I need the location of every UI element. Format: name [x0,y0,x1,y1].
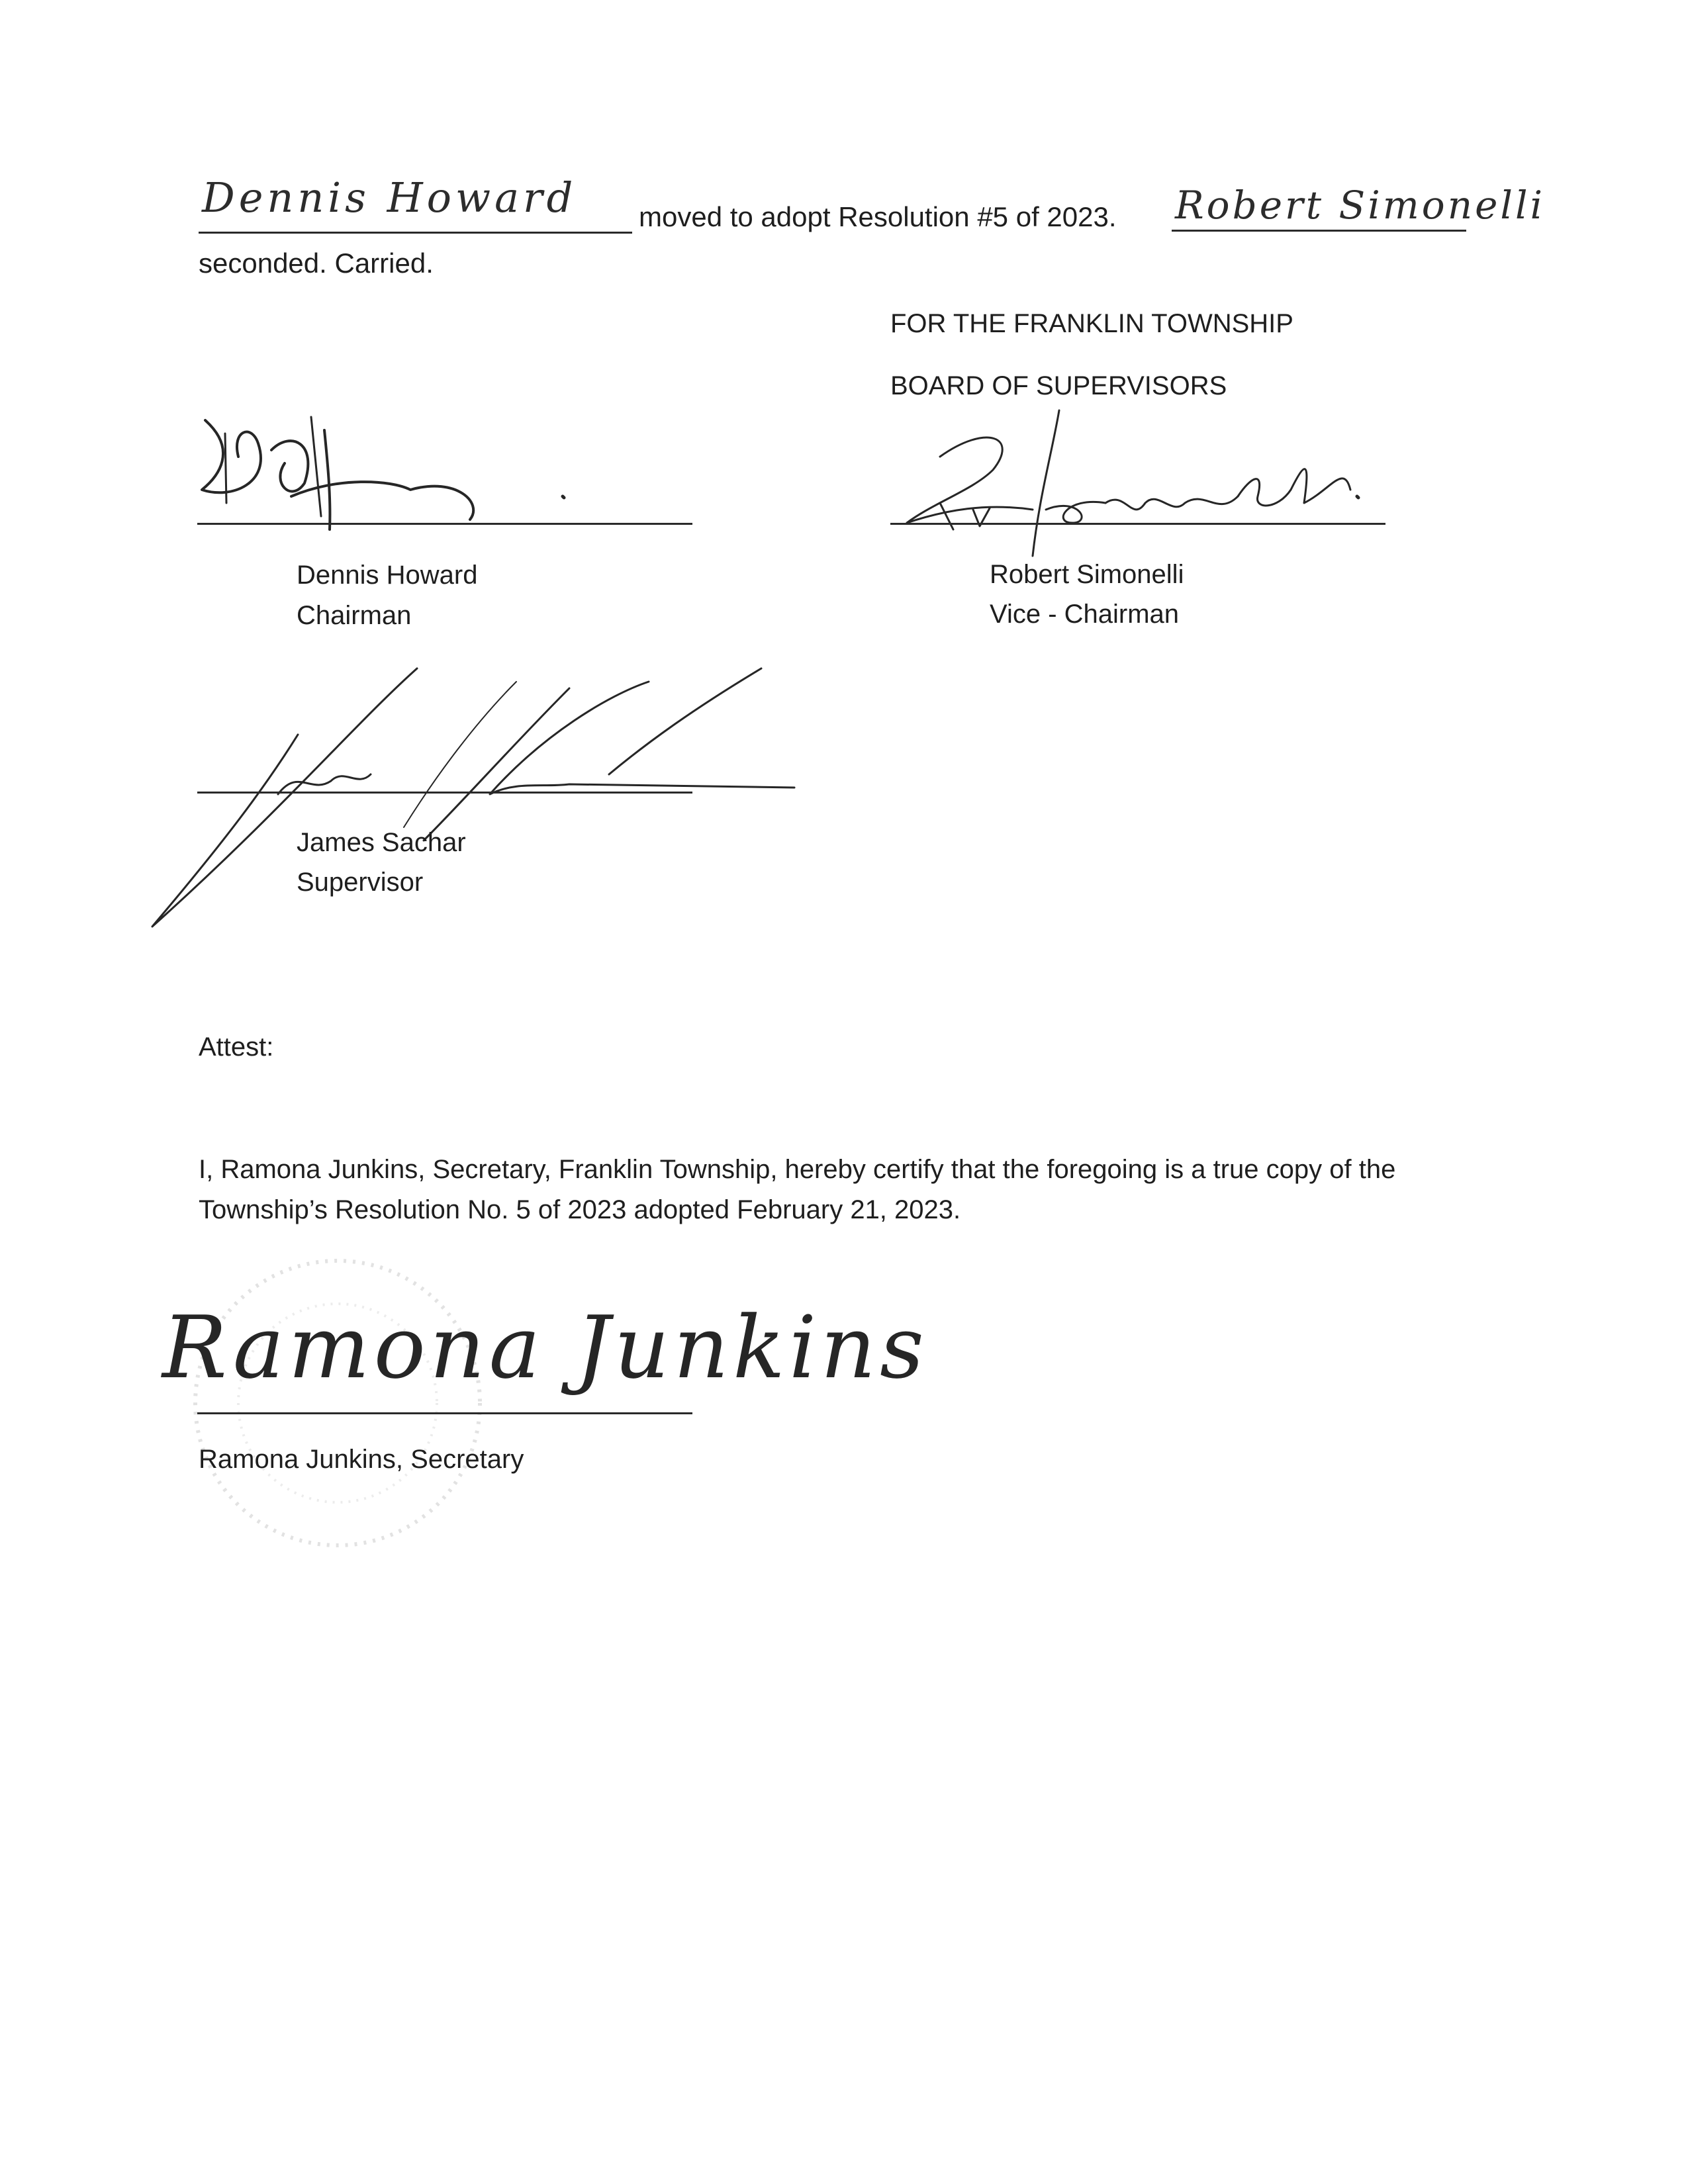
dennis-howard-name: Dennis Howard [297,561,478,590]
seconder-blank-line [1172,230,1466,232]
james-sachar-signature-line [197,792,692,794]
secretary-signature-line [197,1412,692,1414]
secretary-signature: Ramona Junkins [162,1297,928,1398]
james-sachar-title: Supervisor [297,868,424,897]
dennis-howard-title: Chairman [297,601,412,630]
secretary-name-title: Ramona Junkins, Secretary [199,1445,524,1474]
seconder-handwritten-name: Robert Simonelli [1175,183,1546,228]
board-heading-line-1: FOR THE FRANKLIN TOWNSHIP [890,309,1293,338]
township-seal [179,1244,496,1562]
board-heading-line-2: BOARD OF SUPERVISORS [890,371,1227,400]
robert-simonelli-title: Vice - Chairman [990,600,1180,629]
certification-line-1: I, Ramona Junkins, Secretary, Franklin Township, hereby certify that the foregoing is a true copy of the [199,1155,1396,1184]
mover-blank-line [199,232,632,234]
dennis-howard-signature [192,404,589,536]
mover-handwritten-name: Dennis Howard [202,173,577,222]
robert-simonelli-signature-line [890,523,1385,525]
motion-seconded-text: seconded. Carried. [199,248,434,279]
dennis-howard-signature-line [197,523,692,525]
motion-text: moved to adopt Resolution #5 of 2023. [639,201,1117,232]
james-sachar-signature [146,668,847,946]
robert-simonelli-signature [894,410,1397,569]
attest-label: Attest: [199,1032,274,1062]
robert-simonelli-name: Robert Simonelli [990,560,1184,589]
james-sachar-name: James Sachar [297,828,466,857]
certification-line-2: Township’s Resolution No. 5 of 2023 adopted February 21, 2023. [199,1195,961,1224]
